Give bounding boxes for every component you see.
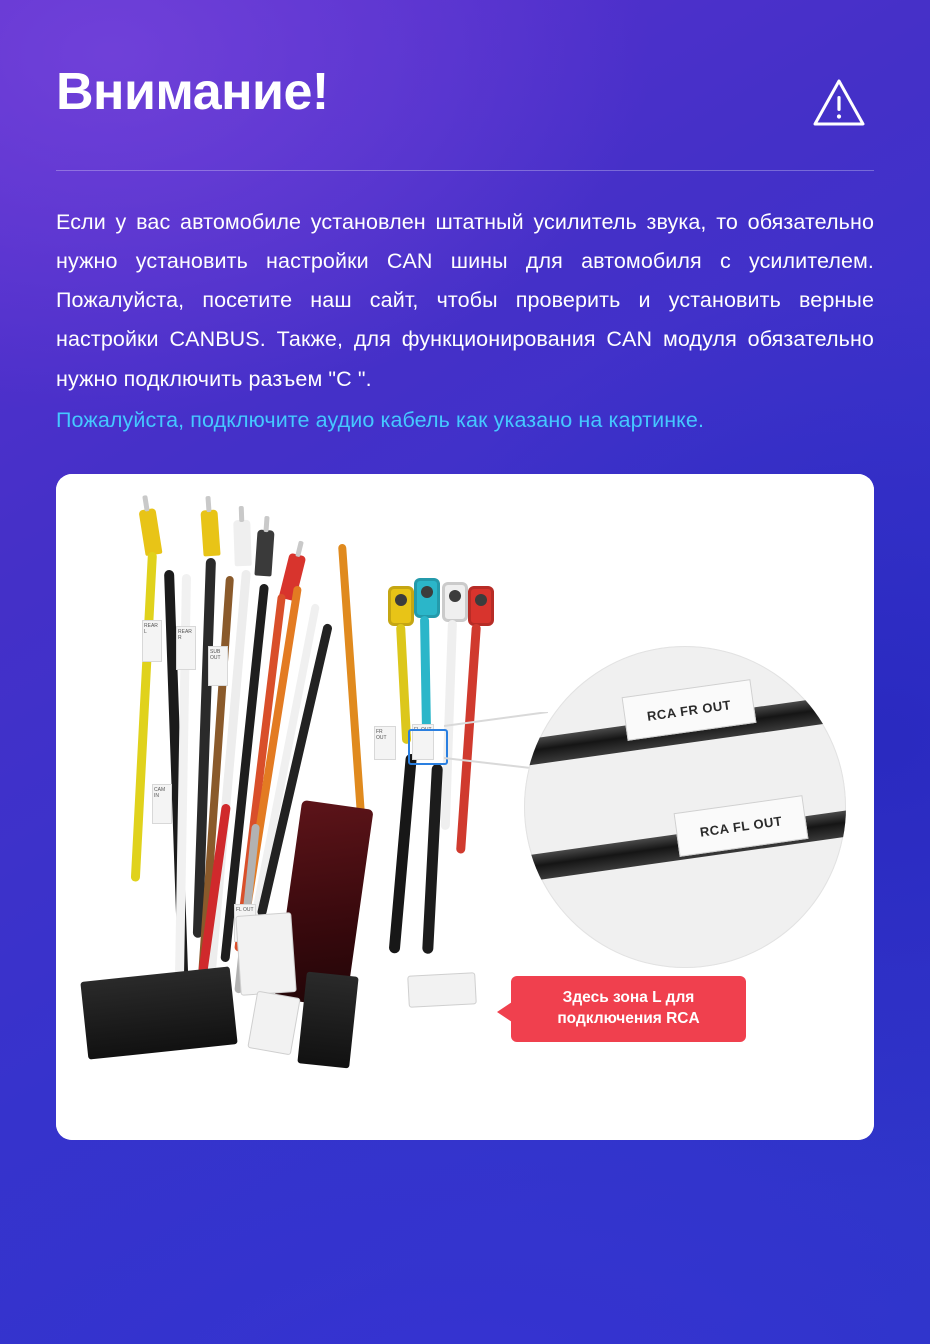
warning-triangle-icon	[812, 76, 866, 130]
wire-orange-3	[338, 543, 366, 833]
rca-jack-red	[468, 586, 494, 626]
wire-tag: REAR L	[142, 620, 162, 662]
callout-rca-zone: Здесь зона L для подключения RCA	[511, 976, 746, 1042]
white-connector-2	[247, 990, 300, 1055]
wire-tag: FL OUT	[234, 904, 256, 942]
warning-paragraph	[56, 203, 874, 399]
rca-plug-black	[254, 529, 274, 576]
highlight-paragraph: Пожалуйста, подключите аудио кабель как указано на картинке.	[56, 407, 705, 432]
wire-black-right-2	[422, 763, 443, 953]
zoom-label-rca-fr-out: RCA FR OUT	[622, 679, 757, 741]
black-connector-small	[297, 971, 358, 1068]
wire-black-right-1	[389, 753, 417, 953]
focus-highlight-rect	[408, 729, 448, 765]
zoom-detail-circle	[524, 646, 846, 968]
white-connector-1	[235, 912, 296, 996]
wire-tag: FR OUT	[374, 726, 396, 760]
black-connector-block	[80, 966, 237, 1059]
wire-yellow-right	[396, 624, 411, 744]
wire-tag: SUB OUT	[208, 646, 228, 686]
rca-plug-yellow	[139, 508, 163, 556]
wire-tag: CAM IN	[152, 784, 172, 824]
page-title: Внимание!	[56, 63, 329, 121]
warning-paragraph-text: Если у вас автомобиле установлен штатный усилитель звука, то обязательно нужно установить настройки CAN шины для автомобиля с усилителем. Пожалуйста, посетите наш сайт, чтобы проверить и установить верные настройки CANBUS. Также, для функционирования CAN модуля обязательно нужно подключить разъем "C ".	[56, 210, 874, 391]
poster-header	[56, 58, 874, 130]
wire-yellow	[131, 552, 157, 882]
wire-tag: FL OUT	[412, 724, 434, 760]
rca-jack-yellow	[388, 586, 414, 626]
rca-plug-white	[233, 519, 252, 566]
wire-tag: REAR R	[176, 626, 196, 670]
rca-jack-white	[442, 582, 468, 622]
wiring-photo-card	[56, 474, 874, 1140]
rca-plug-yellow-2	[200, 509, 220, 556]
rca-jack-blue	[414, 578, 440, 618]
white-connector-rca-zone	[407, 972, 477, 1008]
wiring-harness-photo	[56, 474, 874, 1140]
zoom-label-rca-fl-out: RCA FL OUT	[674, 795, 809, 857]
header-divider	[56, 170, 874, 171]
